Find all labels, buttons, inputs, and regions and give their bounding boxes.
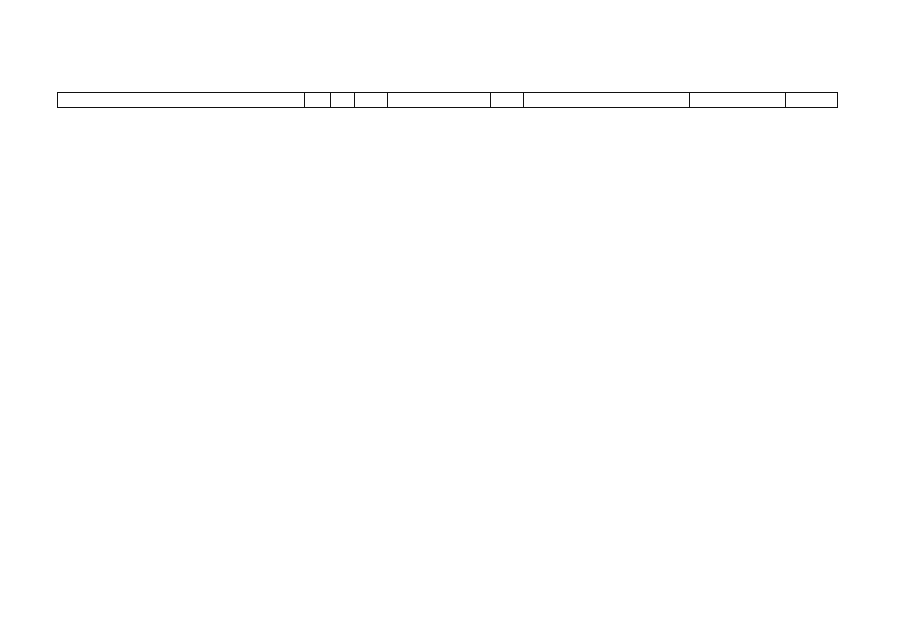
header-col-2 [304,93,330,107]
header-col-8 [689,93,785,107]
header-col-3 [330,93,354,107]
header-col-9 [785,93,837,107]
header-col-6 [490,93,523,107]
header-col-5 [387,93,490,107]
header-col-1 [58,93,304,107]
header-col-4 [354,93,387,107]
header-col-7 [523,93,689,107]
table-header [57,92,838,108]
